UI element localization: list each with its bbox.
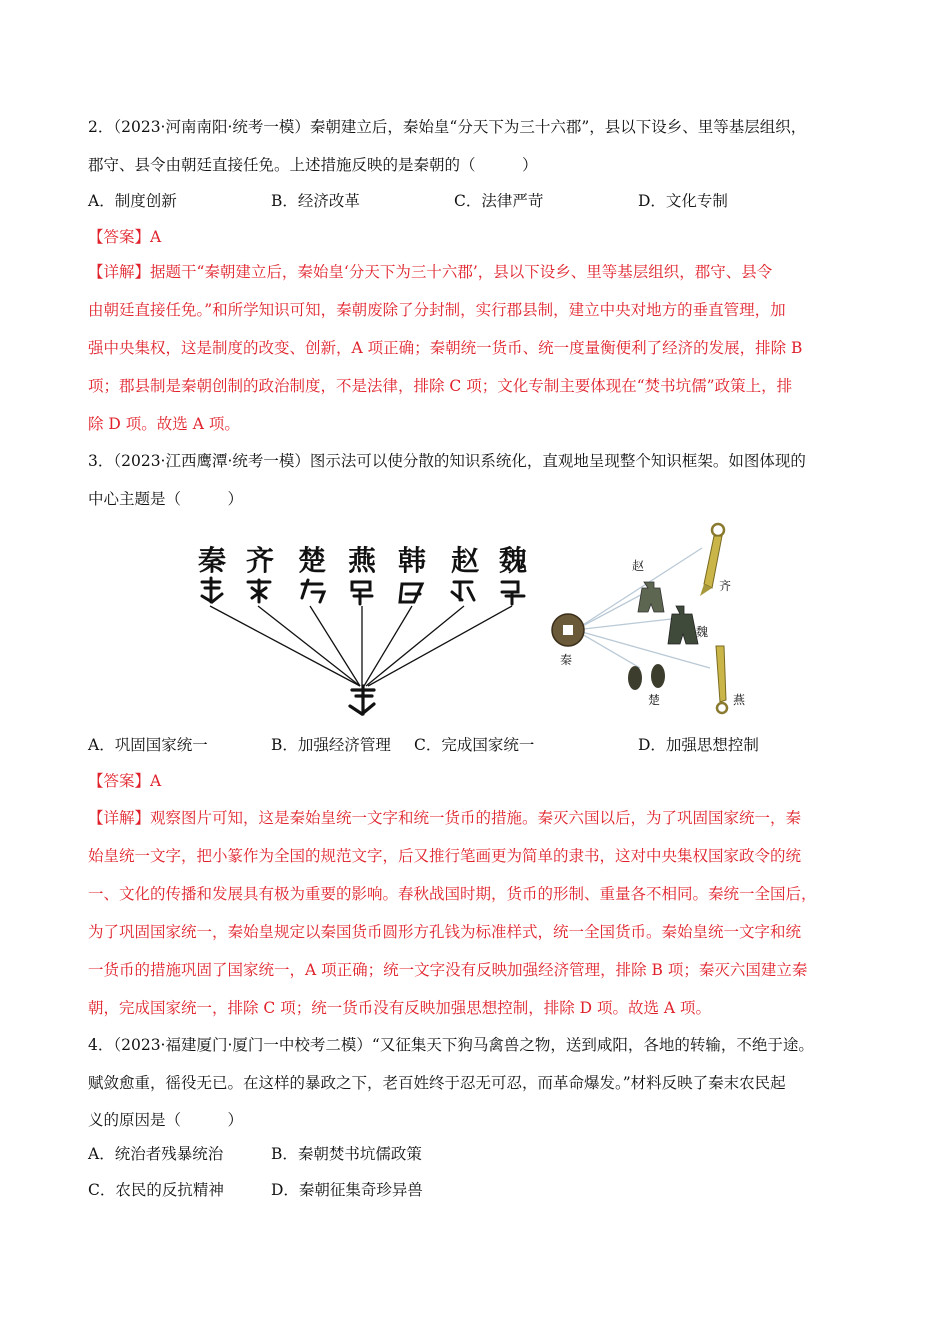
q4-option-d: D．秦朝征集奇珍异兽 — [271, 1181, 423, 1199]
q3-stem-line-2: 中心主题是（ ） — [88, 490, 244, 508]
coin-label-zhao: 赵 — [631, 559, 645, 573]
q4-options-row-1 — [88, 1144, 888, 1164]
state-char-wei: 魏 — [498, 544, 528, 577]
state-char-yan: 燕 — [347, 544, 377, 577]
q2-analysis-line-3: 强中央集权，这是制度的改变、创新，A 项正确；秦朝统一货币、统一度量衡便利了经济的发展，排除 B — [88, 339, 803, 357]
q2-analysis-line-2: 由朝廷直接任免。”和所学知识可知，秦朝废除了分封制，实行郡县制，建立中央对地方的垂直管理，加 — [88, 301, 786, 319]
q2-stem-line-2: 郡守、县令由朝廷直接任免。上述措施反映的是秦朝的（ ） — [88, 156, 538, 174]
coin-label-qin: 秦 — [559, 653, 573, 667]
q2-analysis-line-1: 【详解】据题干“秦朝建立后，秦始皇‘分天下为三十六郡’，县以下设乡、里等基层组织，郡守、县令 — [88, 263, 773, 281]
q3-analysis-line-1: 【详解】观察图片可知，这是秦始皇统一文字和统一货币的措施。秦灭六国以后，为了巩固国家统一，秦 — [88, 809, 802, 827]
q2-analysis-line-5: 除 D 项。故选 A 项。 — [88, 415, 240, 433]
coin-label-qi: 齐 — [718, 579, 732, 593]
q4-option-c: C．农民的反抗精神 — [88, 1181, 224, 1199]
q3-options — [88, 735, 888, 755]
q2-option-b: B．经济改革 — [271, 192, 360, 210]
q3-analysis-line-6: 朝，完成国家统一，排除 C 项；统一货币没有反映加强思想控制，排除 D 项。故选 A 项。 — [88, 999, 712, 1017]
q2-option-c: C．法律严苛 — [454, 192, 544, 210]
q4-option-b: B．秦朝焚书坑儒政策 — [271, 1145, 422, 1163]
state-char-qin: 秦 — [197, 544, 227, 577]
q4-options-row-2 — [88, 1180, 888, 1200]
q2-options — [88, 191, 888, 211]
q3-option-c: C．完成国家统一 — [414, 736, 535, 754]
q3-analysis-line-3: 一、文化的传播和发展具有极为重要的影响。春秋战国时期，货币的形制、重量各不相同。秦统一全国后， — [88, 885, 817, 903]
state-char-chu: 楚 — [297, 544, 327, 577]
q4-stem-line-3: 义的原因是（ ） — [88, 1111, 244, 1129]
chu-ant-nose-coins — [628, 664, 665, 690]
q2-answer: 【答案】A — [88, 228, 162, 246]
q2-option-a: A．制度创新 — [88, 192, 177, 210]
convergence-lines — [210, 606, 512, 686]
script-unification-figure — [190, 538, 540, 723]
wei-spade-coin — [668, 606, 698, 644]
qin-round-coin — [552, 614, 584, 646]
coin-label-chu: 楚 — [647, 693, 661, 707]
ancient-script-glyphs — [202, 578, 524, 604]
q3-analysis-line-5: 一货币的措施巩固了国家统一，A 项正确；统一文字没有反映加强经济管理，排除 B 项；秦灭六国建立秦 — [88, 961, 808, 979]
q3-option-a: A．巩固国家统一 — [88, 736, 208, 754]
q2-option-d: D．文化专制 — [638, 192, 728, 210]
state-char-han: 韩 — [397, 544, 427, 577]
q3-stem-line-1: 3．（2023·江西鹰潭·统考一模）图示法可以使分散的知识系统化，直观地呈现整个知识框架。如图体现的 — [88, 452, 806, 470]
coin-label-yan: 燕 — [732, 693, 746, 707]
q4-stem-line-2: 赋敛愈重，徭役无已。在这样的暴政之下，老百姓终于忍无可忍，而革命爆发。”材料反映了秦末农民起 — [88, 1074, 786, 1092]
q4-stem-line-1: 4．（2023·福建厦门·厦门一中校考二模）“又征集天下狗马禽兽之物，送到咸阳，各地的转输，不绝于途。 — [88, 1036, 814, 1054]
q3-option-b: B．加强经济管理 — [271, 736, 391, 754]
small-seal-qin-glyph — [350, 686, 374, 714]
q3-answer: 【答案】A — [88, 772, 162, 790]
q2-analysis-line-4: 项；郡县制是秦朝创制的政治制度，不是法律，排除 C 项；文化专制主要体现在“焚书坑儒”政策上，排 — [88, 377, 793, 395]
q3-option-d: D．加强思想控制 — [638, 736, 759, 754]
currency-unification-figure — [540, 518, 770, 718]
coin-label-wei: 魏 — [695, 625, 709, 639]
yan-knife-coin — [716, 646, 727, 713]
q4-option-a: A．统治者残暴统治 — [88, 1145, 224, 1163]
q3-analysis-line-4: 为了巩固国家统一，秦始皇规定以秦国货币圆形方孔钱为标准样式，统一全国货币。秦始皇统一文字和统 — [88, 923, 802, 941]
q3-analysis-line-2: 始皇统一文字，把小篆作为全国的规范文字，后又推行笔画更为简单的隶书，这对中央集权国家政令的统 — [88, 847, 802, 865]
state-char-zhao: 赵 — [450, 544, 480, 577]
state-char-qi: 齐 — [245, 544, 275, 577]
q2-stem-line-1: 2．（2023·河南南阳·统考一模）秦朝建立后，秦始皇“分天下为三十六郡”，县以下设乡、里等基层组织， — [88, 118, 807, 136]
